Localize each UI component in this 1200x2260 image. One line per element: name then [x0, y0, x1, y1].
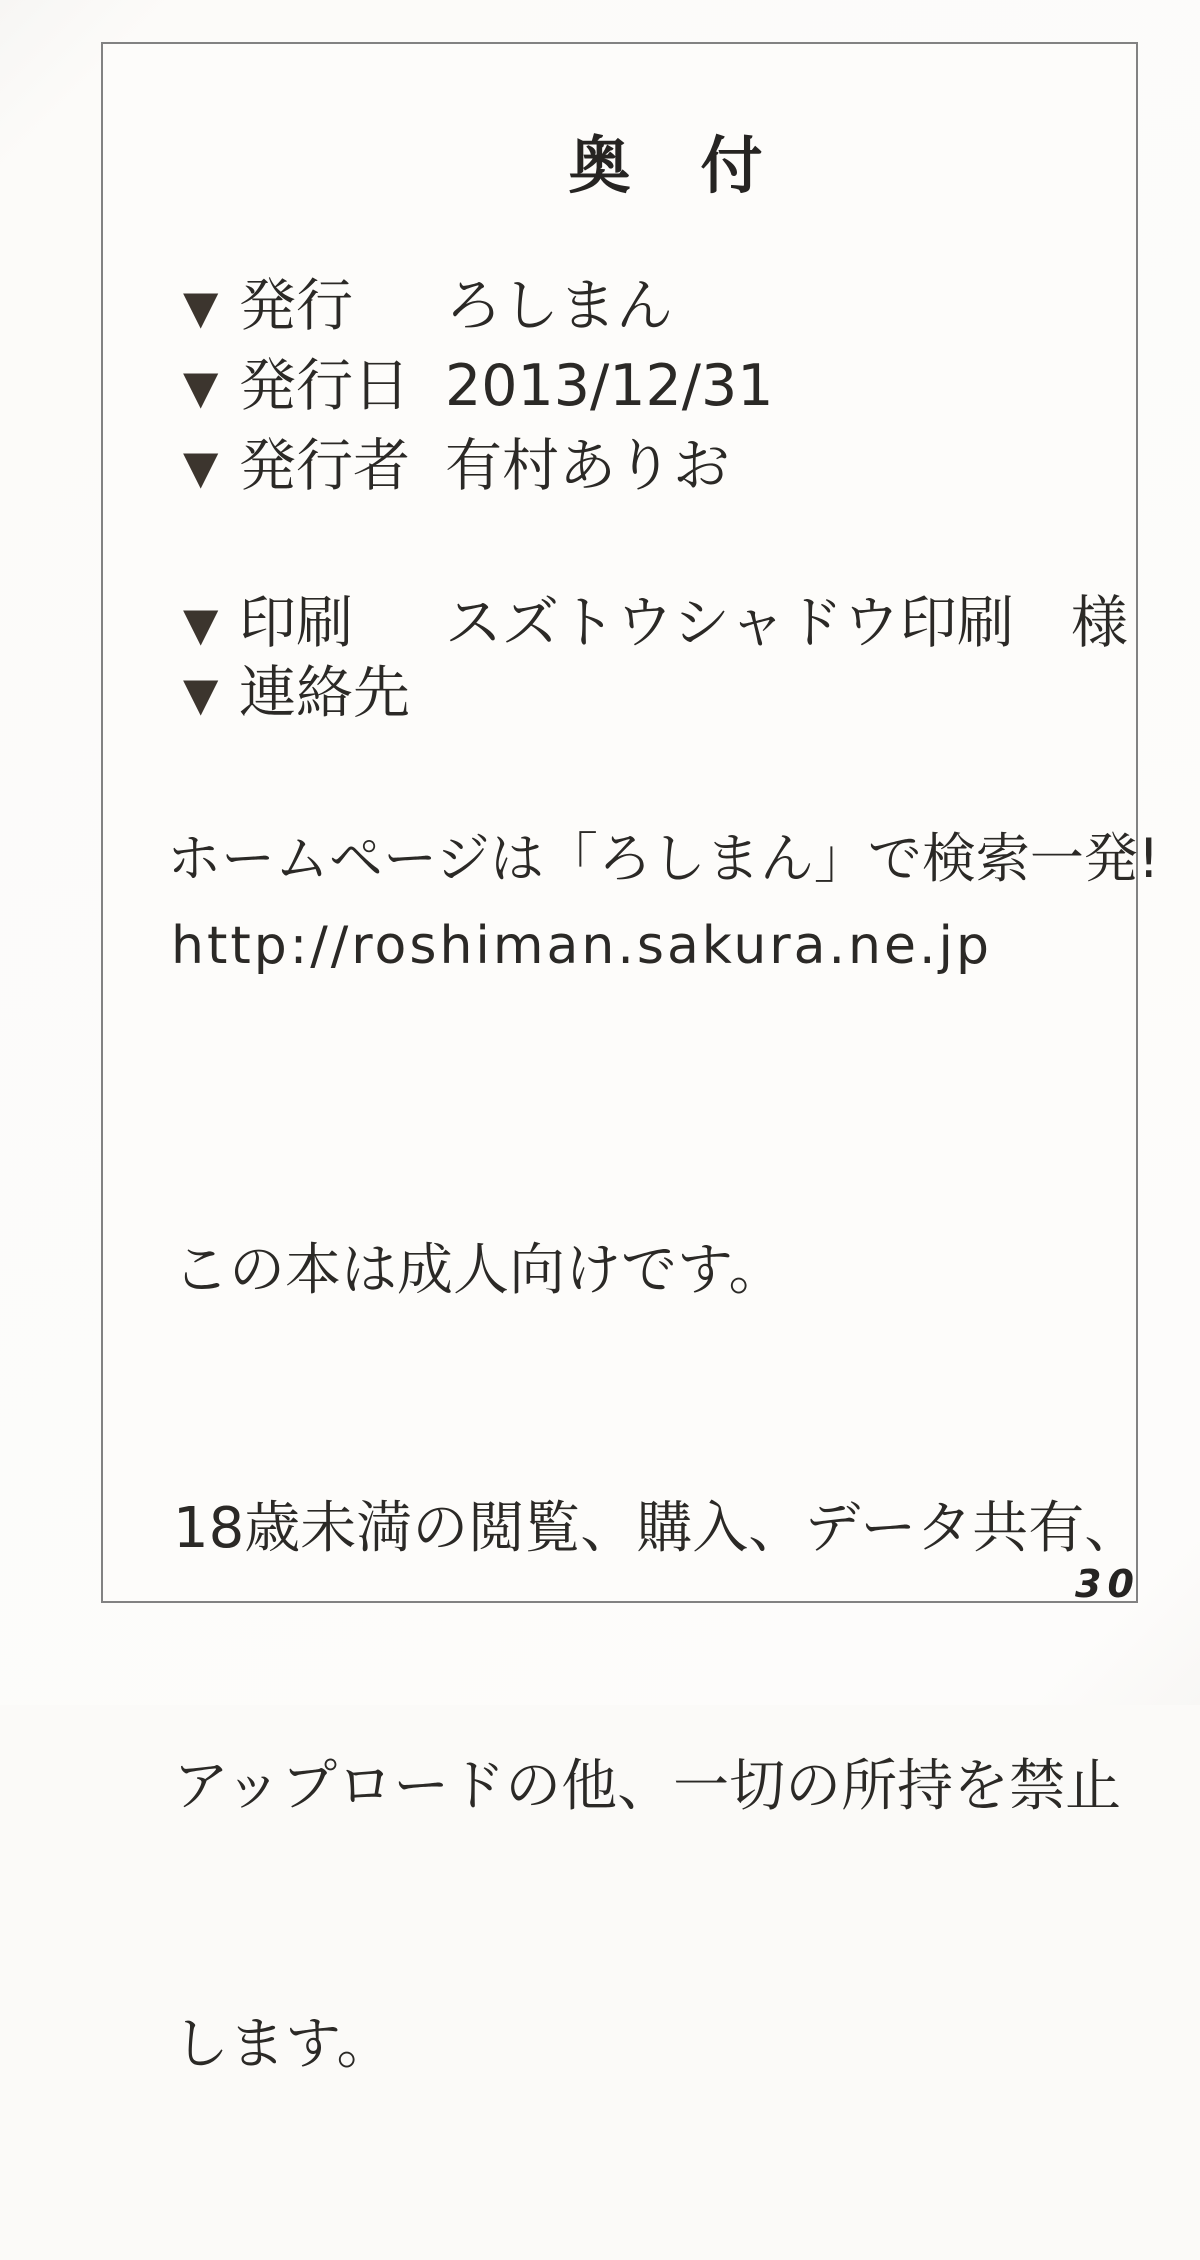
row-label: 連絡先 — [239, 660, 410, 726]
row-label: 発行 — [239, 273, 353, 339]
page-border-frame — [101, 42, 1160, 2077]
row-value: ろしまん — [445, 273, 673, 339]
colophon-row-contact — [183, 659, 445, 729]
colophon-row-printer — [183, 589, 1128, 659]
notice-line: します。 — [173, 2012, 393, 2077]
row-value: 有村ありお — [445, 433, 730, 499]
page-title: 奥 付 — [568, 129, 767, 202]
homepage-url: http://roshiman.sakura.ne.jp — [171, 916, 992, 976]
colophon-row-publish-date — [183, 352, 774, 422]
notice-line: アップロードの他、一切の所持を禁止 — [173, 1754, 1122, 1819]
row-value: 2013/12/31 — [445, 353, 774, 419]
notice-line: この本は成人向けです。 — [173, 1238, 785, 1303]
bullet-triangle-icon: ▼ — [183, 280, 219, 334]
bullet-triangle-icon: ▼ — [183, 440, 219, 494]
page-number: 30 — [1075, 1562, 1140, 1606]
row-label: 発行者 — [239, 433, 410, 499]
homepage-search-note: ホームページは「ろしまん」で検索一発! — [167, 827, 1160, 890]
notice-line: 18歳未満の閲覧、購入、データ共有、 — [173, 1496, 1141, 1561]
bullet-triangle-icon: ▼ — [183, 667, 219, 721]
row-label: 発行日 — [239, 353, 410, 419]
adult-content-notice — [173, 1056, 1140, 2260]
bullet-triangle-icon: ▼ — [183, 360, 219, 414]
colophon-row-author — [183, 432, 730, 502]
colophon-row-publisher — [183, 272, 673, 342]
row-value: スズトウシャドウ印刷 様 — [445, 590, 1128, 656]
row-label: 印刷 — [239, 590, 353, 656]
bullet-triangle-icon: ▼ — [183, 597, 219, 651]
